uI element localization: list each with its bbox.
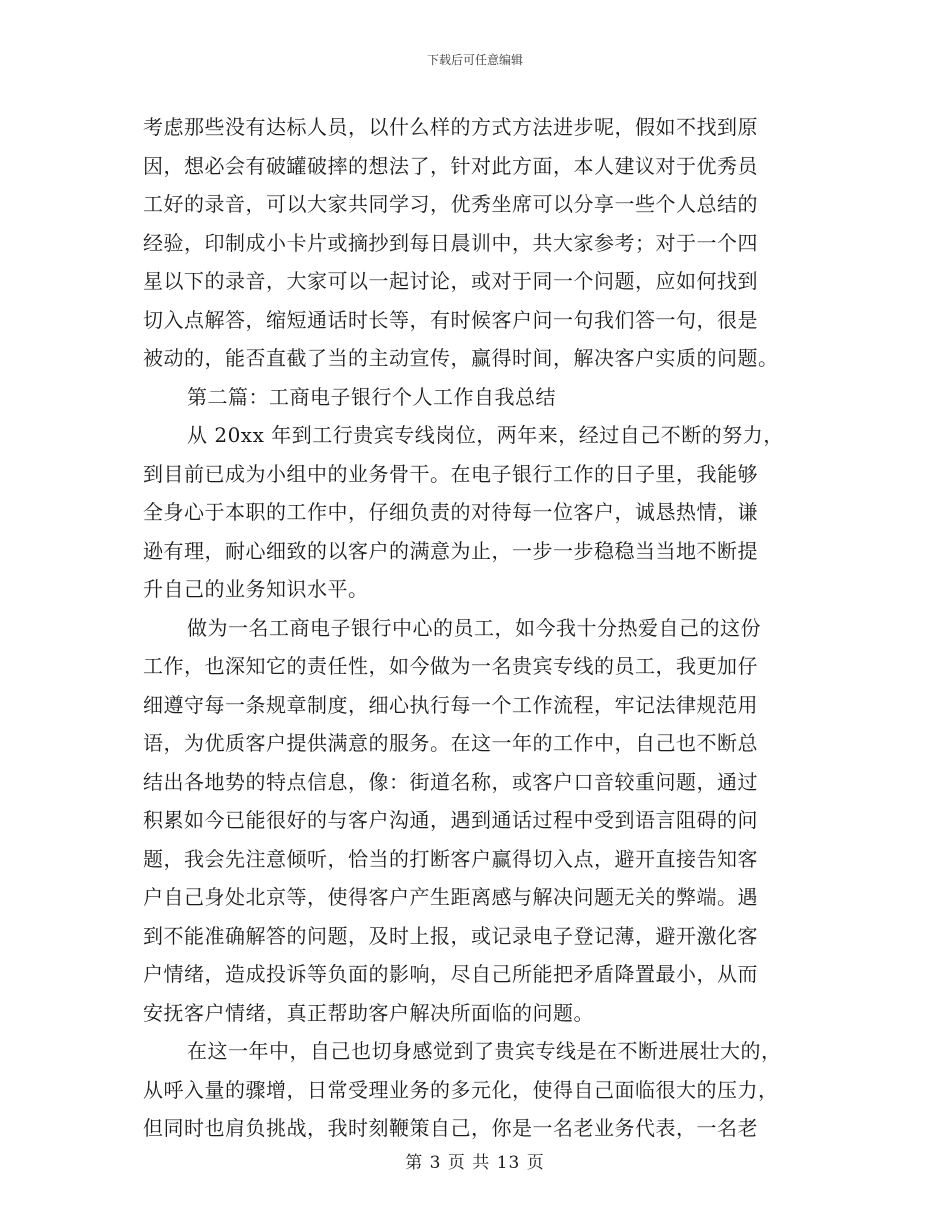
body-line: 工作，也深知它的责任性，如今做为一名贵宾专线的员工，我更加仔 [143,654,758,678]
body-line: 因，想必会有破罐破摔的想法了，针对此方面，本人建议对于优秀员 [143,153,758,178]
body-line: 题，我会先注意倾听，恰当的打断客户赢得切入点，避开直接告知客 [143,846,758,871]
body-line: 星以下的录音，大家可以一起讨论，或对于同一个问题，应如何找到 [143,269,758,293]
body-line: 全身心于本职的工作中，仔细负责的对待每一位客户，诚恳热情，谦 [143,500,758,524]
body-line: 但同时也肩负挑战，我时刻鞭策自己，你是一名老业务代表，一名老 [143,1116,758,1140]
body-line: 逊有理，耐心细致的以客户的满意为止，一步一步稳稳当当地不断提 [143,538,758,563]
body-line: 积累如今已能很好的与客户沟通，遇到通话过程中受到语言阻碍的问 [143,808,758,832]
body-line: 考虑那些没有达标人员，以什么样的方式方法进步呢，假如不找到原 [143,115,758,139]
body-line: 安抚客户情绪，真正帮助客户解决所面临的问题。 [143,1000,594,1025]
body-line: 结出各地势的特点信息，像：街道名称，或客户口音较重问题，通过 [143,769,758,794]
body-line: 从 20xx 年到工行贵宾专线岗位，两年来，经过自己不断的努力， [187,423,784,447]
body-line: 到不能准确解答的问题，及时上报，或记录电子登记薄，避开激化客 [143,923,758,948]
body-line: 经验，印制成小卡片或摘抄到每日晨训中，共大家参考；对于一个四 [143,230,758,255]
body-line: 做为一名工商电子银行中心的员工，如今我十分热爱自己的这份 [187,615,761,640]
body-line: 切入点解答，缩短通话时长等，有时候客户问一句我们答一句，很是 [143,307,758,332]
section-heading: 第二篇：工商电子银行个人工作自我总结 [187,384,556,409]
body-line: 到目前已成为小组中的业务骨干。在电子银行工作的日子里，我能够 [143,461,758,486]
body-line: 工好的录音，可以大家共同学习，优秀坐席可以分享一些个人总结的 [143,192,758,216]
body-line: 户情绪，造成投诉等负面的影响，尽自己所能把矛盾降置最小，从而 [143,962,758,986]
page-number-footer: 第 3 页 共 13 页 [405,1153,545,1173]
document-body [143,108,803,1148]
body-line: 语，为优质客户提供满意的服务。在这一年的工作中，自己也不断总 [143,731,758,755]
body-line: 从呼入量的骤增，日常受理业务的多元化，使得自己面临很大的压力， [143,1077,779,1102]
body-line: 在这一年中，自己也切身感觉到了贵宾专线是在不断进展壮大的， [187,1039,782,1063]
page-header-note: 下载后可任意编辑 [426,53,523,67]
body-line: 细遵守每一条规章制度，细心执行每一个工作流程，牢记法律规范用 [143,692,758,717]
body-line: 户自己身处北京等，使得客户产生距离感与解决问题无关的弊端。遇 [143,885,758,909]
body-line: 被动的，能否直截了当的主动宣传，赢得时间，解决客户实质的问题。 [143,346,779,370]
body-line: 升自己的业务知识水平。 [143,577,369,601]
